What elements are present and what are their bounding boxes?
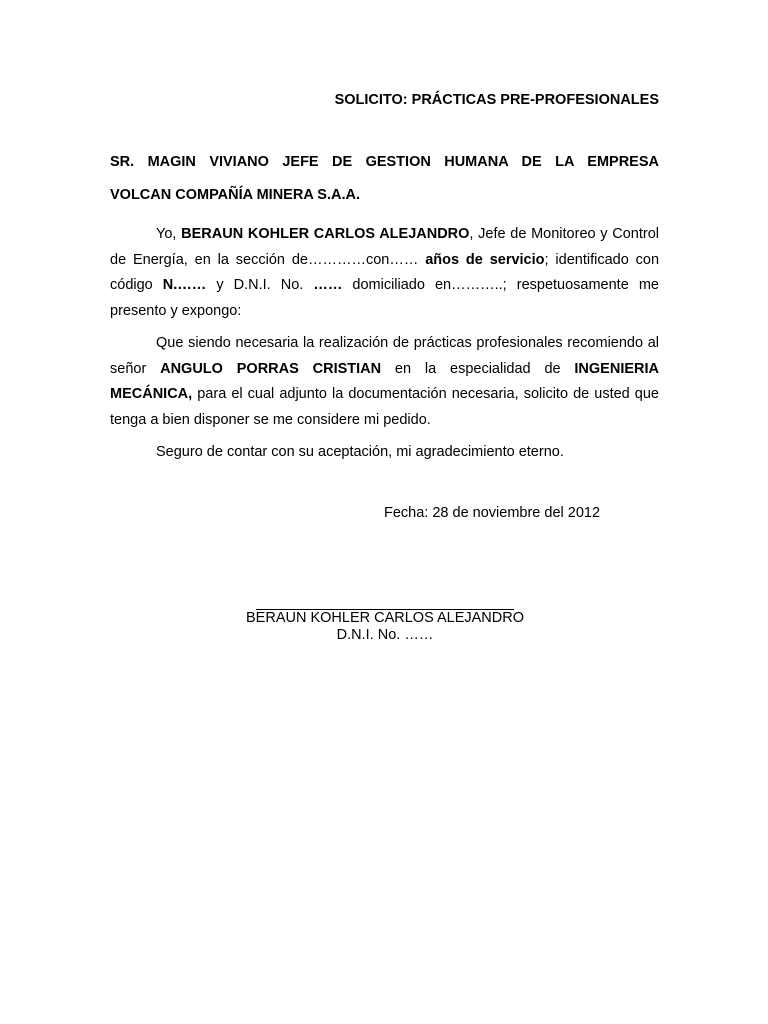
paragraph-request	[110, 331, 659, 433]
date-line: Fecha: 28 de noviembre del 2012	[384, 505, 601, 521]
signature-dni: D.N.I. No. ……	[336, 627, 434, 643]
p1-text-3: ; identificado con código	[110, 251, 660, 293]
signature-name: BERAUN KOHLER CARLOS ALEJANDRO	[246, 610, 524, 626]
specialty: INGENIERIA MECÁNICA,	[110, 360, 659, 402]
applicant-dni: ……	[313, 277, 343, 293]
student-name: ANGULO PORRAS CRISTIAN	[160, 360, 382, 377]
p1-text-2: , Jefe de Monitoreo y Control de Energía, en la sección de…………con……	[110, 226, 659, 268]
p1-text-1: Yo,	[156, 226, 182, 242]
employee-code: N.……	[162, 277, 207, 293]
p2-text-2: en la especialidad de	[381, 360, 575, 377]
p2-text-1: Que siendo necesaria la realización de prácticas profesionales recomiendo al señor	[110, 335, 659, 377]
p1-text-5: domiciliado en………..; respetuosamente me presento y expongo:	[110, 277, 659, 319]
addressee-line-2: VOLCAN COMPAÑÍA MINERA S.A.A.	[110, 187, 360, 203]
paragraph-introduction	[110, 222, 659, 324]
signature-block	[150, 595, 620, 644]
p1-text-4: y D.N.I. No.	[206, 277, 314, 293]
p2-text-3: para el cual adjunto la documentación necesaria, solicito de usted que tenga a bien disponer se me considere mi pedido.	[110, 386, 659, 428]
addressee-line-1: SR. MAGIN VIVIANO JEFE DE GESTION HUMANA DE LA EMPRESA	[110, 154, 659, 170]
subject-line: SOLICITO: PRÁCTICAS PRE-PROFESIONALES	[334, 92, 659, 108]
letter-body	[110, 222, 659, 473]
addressee-block	[110, 146, 659, 212]
applicant-name: BERAUN KOHLER CARLOS ALEJANDRO	[181, 226, 470, 242]
signature-line	[256, 595, 514, 610]
years-of-service: años de servicio	[425, 251, 545, 268]
paragraph-closing: Seguro de contar con su aceptación, mi agradecimiento eterno.	[156, 444, 564, 460]
